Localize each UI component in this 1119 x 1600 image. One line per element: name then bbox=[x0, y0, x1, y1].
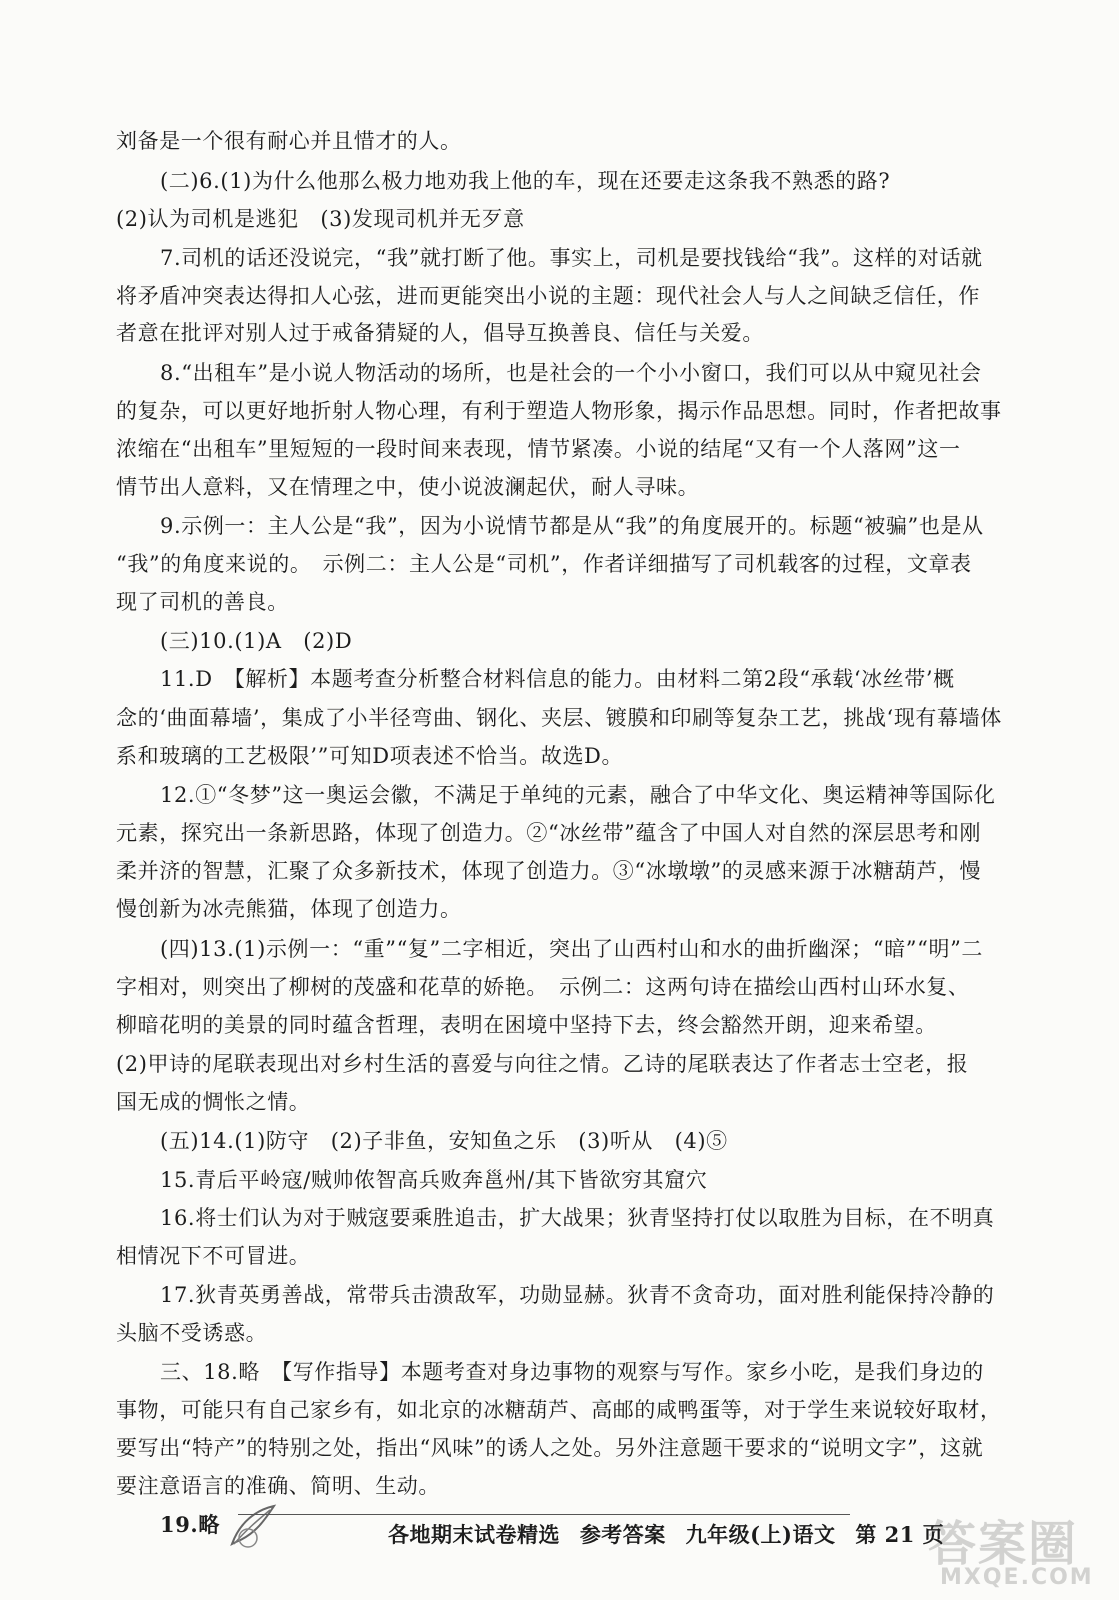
text-line: 头脑不受诱惑。 bbox=[116, 1321, 268, 1345]
text-line: 浓缩在“出租车”里短短的一段时间来表现，情节紧凑。小说的结尾“又有一个人落网”这一 bbox=[116, 437, 961, 461]
text-line: 16.将士们认为对于贼寇要乘胜追击，扩大战果；狄青坚持打仗以取胜为目标，在不明真 bbox=[160, 1206, 995, 1230]
text-line: 情节出人意料，又在情理之中，使小说波澜起伏，耐人寻味。 bbox=[116, 475, 700, 499]
text-line: 国无成的惆怅之情。 bbox=[116, 1090, 311, 1114]
text-line: 15.青后平岭寇/贼帅侬智高兵败奔邕州/其下皆欲穷其窟穴 bbox=[160, 1168, 708, 1192]
text-line: 念的‘曲面幕墙’，集成了小半径弯曲、钢化、夹层、镀膜和印刷等复杂工艺，挑战‘现有幕墙体 bbox=[116, 706, 1002, 730]
text-line: 12.①“冬梦”这一奥运会徽，不满足于单纯的元素，融合了中华文化、奥运精神等国际化 bbox=[160, 783, 996, 807]
text-line: 刘备是一个很有耐心并且惜才的人。 bbox=[116, 129, 462, 153]
text-line: 要注意语言的准确、简明、生动。 bbox=[116, 1474, 440, 1498]
text-line: 三、18.略 【写作指导】本题考查对身边事物的观察与写作。家乡小吃，是我们身边的 bbox=[160, 1360, 984, 1384]
text-line: (2)认为司机是逃犯 (3)发现司机并无歹意 bbox=[116, 207, 525, 231]
text-line: 元素，探究出一条新思路，体现了创造力。②“冰丝带”蕴含了中国人对自然的深层思考和刚 bbox=[116, 821, 982, 845]
text-line: 事物，可能只有自己家乡有，如北京的冰糖葫芦、高邮的咸鸭蛋等，对于学生来说较好取材， bbox=[116, 1398, 1002, 1422]
text-line: (五)14.(1)防守 (2)子非鱼，安知鱼之乐 (3)听从 (4)⑤ bbox=[160, 1129, 728, 1153]
text-line: 的复杂，可以更好地折射人物心理，有利于塑造人物形象，揭示作品思想。同时，作者把故事 bbox=[116, 399, 1002, 423]
page-footer bbox=[388, 1520, 956, 1550]
text-line: 9.示例一：主人公是“我”，因为小说情节都是从“我”的角度展开的。标题“被骗”也是从 bbox=[160, 514, 984, 538]
text-line: “我”的角度来说的。 示例二：主人公是“司机”，作者详细描写了司机载客的过程，文章表 bbox=[116, 552, 972, 576]
footer-title: 各地期末试卷精选 bbox=[388, 1522, 560, 1547]
text-line: 7.司机的话还没说完，“我”就打断了他。事实上，司机是要找钱给“我”。这样的对话就 bbox=[160, 246, 983, 270]
text-line: (二)6.(1)为什么他那么极力地劝我上他的车，现在还要走这条我不熟悉的路? bbox=[160, 169, 891, 193]
text-line: 柳暗花明的美景的同时蕴含哲理，表明在困境中坚持下去，终会豁然开朗，迎来希望。 bbox=[116, 1013, 937, 1037]
watermark-logo bbox=[918, 1505, 1108, 1595]
text-line: (三)10.(1)A (2)D bbox=[160, 629, 353, 653]
text-line: 现了司机的善良。 bbox=[116, 590, 289, 614]
text-line: 19.略 bbox=[160, 1512, 220, 1537]
text-line: (四)13.(1)示例一：“重”“复”二字相近，突出了山西村山和水的曲折幽深；“暗”“明”二 bbox=[160, 937, 984, 961]
footer-page-number: 第 21 页 bbox=[855, 1522, 945, 1547]
text-line: 11.D 【解析】本题考查分析整合材料信息的能力。由材料二第2段“承载‘冰丝带’概 bbox=[160, 667, 955, 691]
text-line: 柔并济的智慧，汇聚了众多新技术，体现了创造力。③“冰墩墩”的灵感来源于冰糖葫芦，慢 bbox=[116, 859, 982, 883]
footer-grade: 九年级(上)语文 bbox=[685, 1522, 836, 1547]
footer-answers: 参考答案 bbox=[579, 1522, 666, 1547]
text-line: 相情况下不可冒进。 bbox=[116, 1244, 311, 1268]
text-line: 字相对，则突出了柳树的茂盛和花草的娇艳。 示例二：这两句诗在描绘山西村山环水复、 bbox=[116, 975, 970, 999]
text-line: 将矛盾冲突表达得扣人心弦，进而更能突出小说的主题：现代社会人与人之间缺乏信任，作 bbox=[116, 284, 980, 308]
footer-divider bbox=[238, 1514, 850, 1515]
leaf-icon bbox=[226, 1500, 278, 1552]
text-line: 17.狄青英勇善战，常带兵击溃敌军，功勋显赫。狄青不贪奇功，面对胜利能保持冷静的 bbox=[160, 1283, 995, 1307]
text-line: 者意在批评对别人过于戒备猜疑的人，倡导互换善良、信任与关爱。 bbox=[116, 321, 764, 345]
text-line: (2)甲诗的尾联表现出对乡村生活的喜爱与向往之情。乙诗的尾联表达了作者志士空老，报 bbox=[116, 1052, 969, 1076]
text-line: 8.“出租车”是小说人物活动的场所，也是社会的一个小小窗口，我们可以从中窥见社会 bbox=[160, 361, 982, 385]
text-line: 系和玻璃的工艺极限’”可知D项表述不恰当。故选D。 bbox=[116, 744, 624, 768]
text-line: 慢创新为冰壳熊猫，体现了创造力。 bbox=[116, 897, 462, 921]
watermark-brand: 答案圈 bbox=[928, 1516, 1079, 1572]
text-line: 要写出“特产”的特别之处，指出“风味”的诱人之处。另外注意题干要求的“说明文字”，这就 bbox=[116, 1436, 984, 1460]
watermark-url: MXQE.COM bbox=[940, 1565, 1094, 1590]
